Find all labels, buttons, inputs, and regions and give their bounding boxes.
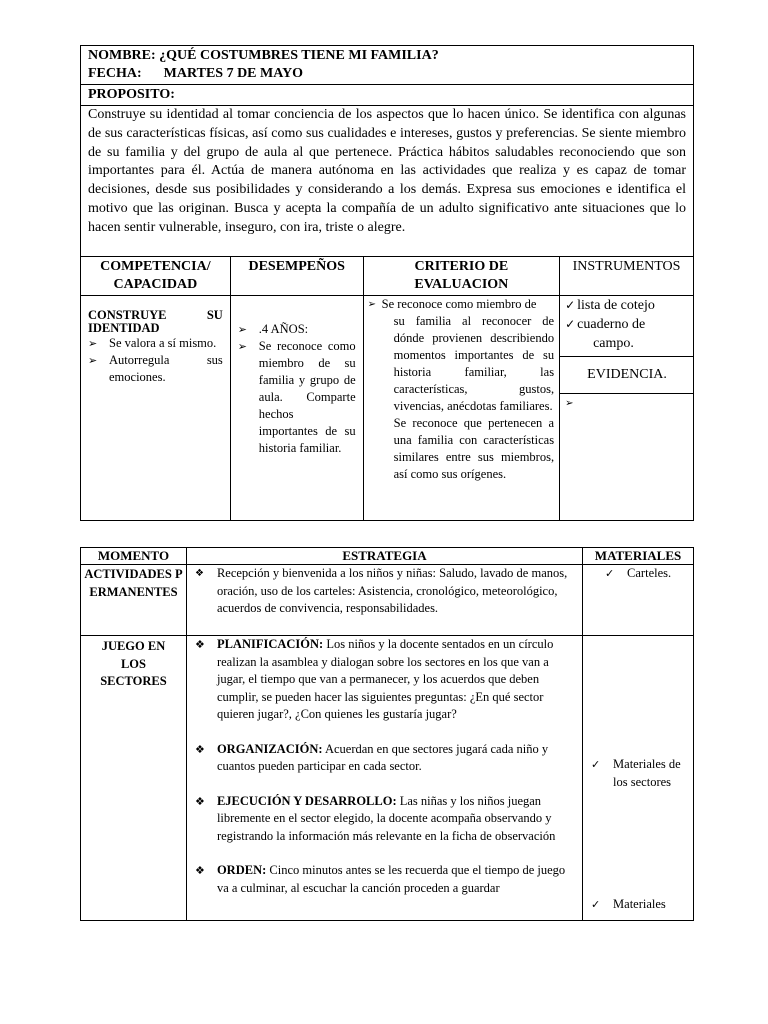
col-competencia: COMPETENCIA/ CAPACIDAD	[81, 257, 231, 296]
planificacion-label: PLANIFICACIÓN:	[216, 637, 324, 651]
material-juego-cell	[583, 636, 694, 921]
momento-juego-text: JUEGO EN LOS SECTORES	[100, 639, 167, 688]
organizacion-text: Acuerdan en que sectores jugará cada niño y cuantos pueden participar en cada sector.	[216, 741, 549, 773]
organizacion-label: ORGANIZACIÓN:	[216, 741, 323, 756]
col-momento: MOMENTO	[81, 548, 187, 565]
proposito-text: Construye su identidad al tomar conciencia de los aspectos que lo hacen único. Se identifica con algunas de sus características físicas, así como sus cualidades e intereses, gustos y preferencias. Se siente miembro de su familia y del grupo de aula al que pertenece. Práctica hábitos saludables reconociendo que son importantes para él. Actúa de manera autónoma en las actividades que realiza y es capaz de tomar decisiones, desde sus posibilidades y considerando a los demás. Expresa sus emociones e identifica el motivo que las originan. Busca y acepta la compañía de un adulto significativo ante situaciones que lo hacen sentir vulnerable, inseguro, con ira, triste o alegre.	[81, 106, 694, 257]
instrumentos-cell	[560, 296, 694, 521]
instrumento-item: ✓ lista de cotejo	[565, 296, 689, 315]
planificacion-text: Los niños y la docente sentados en un círculo realizan la asamblea y dialogan sobre los sectores en los que van a jugar, el tiempo que van a permanecer, y los acuerdos que deben cumplir, se pueden hacer las siguientes preguntas: ¿En qué sector quieren jugar?, ¿Con quienes les gustaría jugar?	[216, 637, 554, 721]
criterio-first-line: ➢ Se reconoce como miembro de	[368, 296, 554, 313]
competencia-list	[81, 335, 230, 386]
momento-juego	[81, 636, 187, 921]
nombre-line	[88, 47, 686, 65]
desempeno-item: ➢ Se reconoce como miembro de su familia y grupo de aula. Comparte hechos importantes de su historia familiar.	[238, 338, 356, 457]
nombre-value: ¿QUÉ COSTUMBRES TIENE MI FAMILIA?	[159, 48, 439, 63]
material-sectores: ✓ Materiales de los sectores	[589, 756, 689, 791]
orden-text: Cinco minutos antes se les recuerda que el tiempo de juego va a culminar, al escuchar la canción proceden a guardar	[216, 863, 566, 895]
col-materiales: MATERIALES	[583, 548, 694, 565]
desempenos-cell	[230, 296, 363, 521]
ejecucion-label: EJECUCIÓN Y DESARROLLO:	[216, 793, 397, 808]
momento-actividades-text: ACTIVIDADES PERMANENTES	[84, 567, 183, 599]
orden-label: ORDEN:	[216, 863, 267, 877]
organizacion-item	[191, 741, 576, 776]
competencia-item: ➢ Autorregula sus emociones.	[88, 352, 223, 386]
evidencia-box	[560, 393, 693, 474]
desempenos-list	[231, 296, 363, 457]
competencia-cell	[81, 296, 231, 521]
competencia-title-1: CONSTRUYE SU	[88, 308, 223, 322]
orden-item	[191, 862, 576, 897]
desempeno-item: ➢ .4 AÑOS:	[238, 321, 356, 338]
fecha-value: MARTES 7 DE MAYO	[163, 66, 304, 81]
fecha-label: FECHA:	[88, 66, 142, 81]
material-materiales: ✓ Materiales	[589, 896, 689, 914]
header-cell	[81, 46, 694, 85]
proposito-label: PROPOSITO:	[81, 85, 694, 106]
col-desempenos: DESEMPEÑOS	[230, 257, 363, 296]
nombre-label: NOMBRE:	[88, 48, 156, 63]
evidencia-label: EVIDENCIA.	[560, 356, 693, 393]
estrategia-juego-cell	[186, 636, 582, 921]
session-plan-table	[80, 45, 694, 521]
criterio-cell	[363, 296, 559, 521]
competencia-item: ➢ Se valora a sí mismo.	[88, 335, 223, 352]
instrumento-item: ✓ cuaderno de	[565, 315, 689, 334]
competencia-title-2: IDENTIDAD	[88, 321, 160, 335]
ejecucion-text: Las niñas y los niños juegan libremente en el sector elegido, la docente acompaña observando y registrando la información más relevante en la ficha de observación	[216, 793, 556, 843]
material-carteles: ✓ Carteles.	[603, 565, 687, 583]
ejecucion-item	[191, 793, 576, 846]
arrow-bullet-icon: ➢	[565, 398, 574, 409]
strategy-table	[80, 547, 694, 921]
momento-actividades	[81, 565, 187, 636]
estrategia-actividades-cell	[186, 565, 582, 636]
criterio-rest: su familia al reconocer de dónde provienen describiendo momentos importantes de su historia familiar, las características, gustos, vivencias, anécdotas familiares.	[393, 314, 555, 413]
estrategia-actividades-text: ❖ Recepción y bienvenida a los niños y niñas: Saludo, lavado de manos, oración, uso de los carteles: Asistencia, cronológico, meteorológico, acuerdos de convivencia, responsabilidades.	[191, 565, 576, 618]
fecha-line	[88, 65, 686, 83]
instrumentos-list	[560, 296, 693, 356]
col-estrategia: ESTRATEGIA	[186, 548, 582, 565]
criterio-second: Se reconoce que pertenecen a una familia con características similares entre sus miembros, así como sus orígenes.	[393, 416, 555, 481]
col-instrumentos: INSTRUMENTOS	[560, 257, 694, 296]
col-criterio: CRITERIO DE EVALUACION	[363, 257, 559, 296]
material-actividades-cell	[583, 565, 694, 636]
planificacion-item	[191, 636, 576, 724]
instrumento-continuation: campo.	[593, 336, 634, 351]
